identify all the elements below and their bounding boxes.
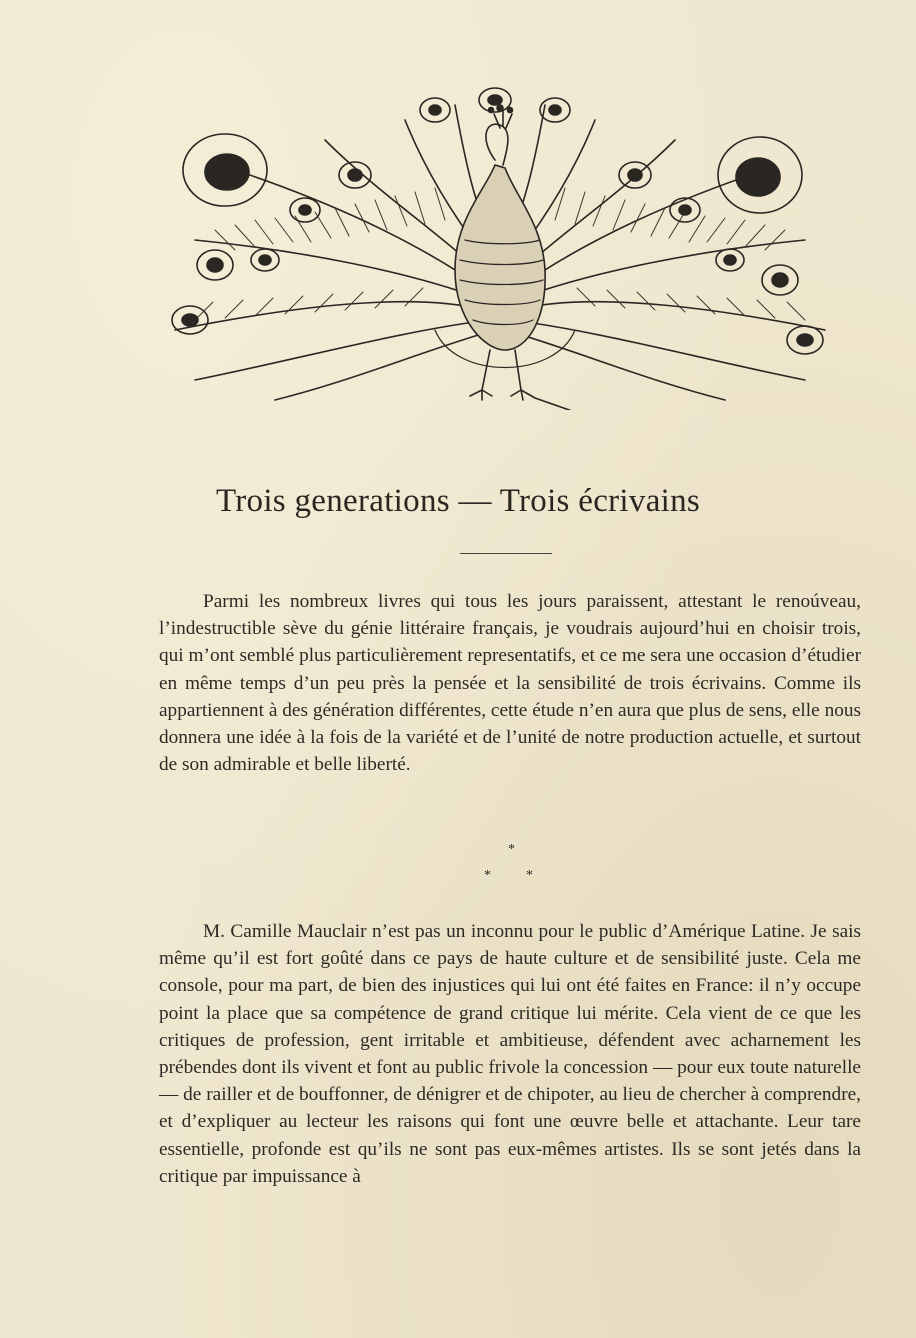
peacock-body: [435, 105, 575, 410]
paragraph-text: M. Camille Mauclair n’est pas un inconnu pour le public d’Amérique Latine. Je sais même qu’il est fort goûté dans ce pays de haute culture et de sensibilité juste. Cela me console, pour ma part, de bien des injustices qui lui ont été faites en France: il n’y occupe point la place que sa compétence de grand critique lui mérite. Cela vient de ce que les critiques de profession, gent irritable et ambitieuse, défendent avec acharnement les prébendes dont ils vivent et font au public frivole la concession — pour eux toute naturelle — de railler et de bouffonner, de dénigrer et de chipoter, au lieu de chercher à comprendre, et d’expliquer au lecteur les raisons qui font une œuvre belle et attachante. Leur tare essentielle, profonde est qu’ils ne sont pas eux-mêmes artistes. Ils se sont jetés dans la critique par impuissance à: [159, 921, 861, 1187]
separator-star: *: [508, 842, 515, 857]
right-tail-feather-group: [500, 105, 825, 400]
title-divider: [460, 553, 552, 554]
paragraph-text: Parmi les nombreux livres qui tous les jours paraissent, attestant le renoúveau, l’indestructible sève du génie littéraire français, je voudrais aujourd’hui en choisir trois, qui m’ont semblé plus particulièrement representatifs, et ce me sera une occasion d’étudier en même temps d’un peu près la pensée et la sensibilité de trois écrivains. Comme ils appartiennent à des génération différentes, cette étude n’en aura que plus de sens, elle nous donnera une idée à la fois de la variété et de l’unité de notre production actuelle, et surtout de son admirable et belle liberté.: [159, 591, 861, 776]
page-title: Trois generations — Trois écrivains: [215, 483, 701, 519]
separator-star: *: [484, 868, 491, 883]
section-separator-asterism: [470, 842, 550, 892]
peacock-vignette-icon: [155, 80, 845, 410]
separator-star: *: [526, 868, 533, 883]
paragraph-introduction: [159, 588, 861, 778]
paragraph-mauclair: [159, 918, 861, 1190]
